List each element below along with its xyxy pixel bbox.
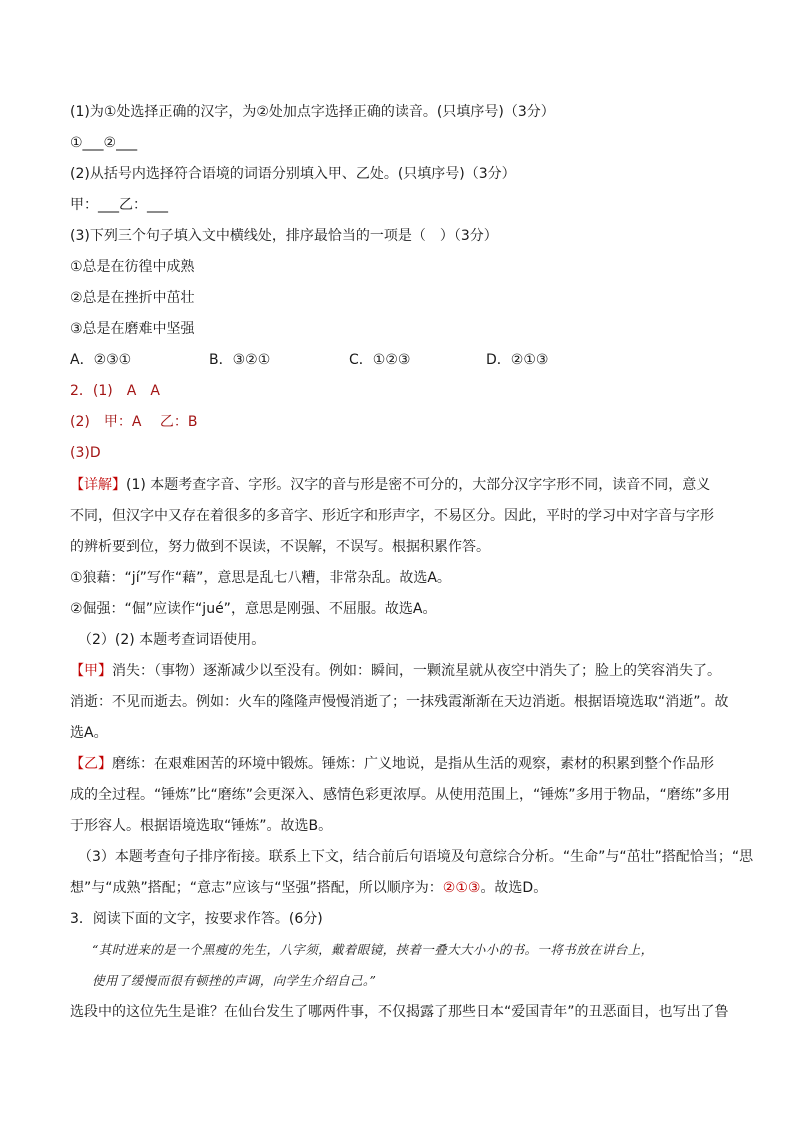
yi-tag: 【乙】 — [70, 756, 112, 772]
q2-instruction: (2)从括号内选择符合语境的词语分别填入甲、乙处。(只填序号)（3分） — [70, 166, 516, 182]
option-b: B．③②① — [209, 352, 271, 368]
explanation-item-1: ①狼藉：“jí”写作“藉”，意思是乱七八糟，非常杂乱。故选A。 — [70, 570, 451, 586]
sentence-1: ①总是在彷徨中成熟 — [70, 259, 195, 275]
explanation-part-2: （2）(2) 本题考查词语使用。 — [78, 632, 266, 648]
yi-line-1 — [70, 754, 714, 774]
quote-line-1: “其时进来的是一个黑瘦的先生，八字须，戴着眼镜，挟着一叠大大小小的书。一将书放在讲台上， — [92, 942, 654, 957]
part-3-tail: 。故选D。 — [480, 880, 548, 896]
yi-text: 磨练：在艰难困苦的环境中锻炼。锤炼：广义地说，是指从生活的观察，素材的积累到整个作品形 — [112, 756, 714, 772]
option-c: C．①②③ — [349, 352, 411, 368]
explanation-item-2: ②倔强：“倔”应读作“jué”，意思是刚强、不屈服。故选A。 — [70, 601, 437, 617]
question-3-heading: 3．阅读下面的文字，按要求作答。(6分) — [70, 911, 323, 927]
jia-text: 消失：（事物）逐渐减少以至没有。例如：瞬间，一颗流星就从夜空中消失了；脸上的笑容消失了。 — [112, 663, 721, 679]
sentence-3: ③总是在磨难中坚强 — [70, 321, 195, 337]
explanation-part-3-line-2 — [70, 878, 547, 898]
explanation-line-2: 不同，但汉字中又存在着很多的多音字、形近字和形声字，不易区分。因此，平时的学习中对字音与字形 — [70, 508, 714, 524]
jia-tag: 【甲】 — [70, 663, 112, 679]
answer-2: (2) 甲：A 乙：B — [70, 414, 198, 430]
yi-line-3: 于形容人。根据语境选取“锤炼”。故选B。 — [70, 818, 333, 834]
jia-line-3: 选A。 — [70, 725, 108, 741]
jia-line-1 — [70, 661, 721, 681]
q1-instruction: (1)为①处选择正确的汉字，为②处加点字选择正确的读音。(只填序号)（3分） — [70, 104, 555, 120]
option-a: A．②③① — [70, 352, 132, 368]
q1-blanks: ①___②___ — [70, 135, 138, 151]
question-3-prompt: 选段中的这位先生是谁？在仙台发生了哪两件事，不仅揭露了那些日本“爱国青年”的丑恶面目，也写出了鲁 — [70, 1004, 729, 1020]
q3-instruction: (3)下列三个句子填入文中横线处，排序最恰当的一项是（ ）（3分） — [70, 228, 498, 244]
q2-blanks: 甲：___乙：___ — [70, 197, 168, 213]
answer-3: (3)D — [70, 445, 101, 461]
explanation-text: (1) 本题考查字音、字形。汉字的音与形是密不可分的，大部分汉字字形不同，读音不同，意义 — [126, 477, 711, 493]
answer-1: 2．(1) A A — [70, 383, 160, 399]
quote-line-2: 使用了缓慢而很有顿挫的声调，向学生介绍自己。” — [92, 973, 377, 988]
yi-line-2: 成的全过程。“锤炼”比“磨练”会更深入、感情色彩更浓厚。从使用范围上，“锤炼”多用于物品，“磨练”多用 — [70, 787, 731, 803]
part-3-order: ②①③ — [442, 880, 481, 896]
explanation-line-1 — [70, 475, 710, 495]
part-3-text: 想”与“成熟”搭配；“意志”应该与“坚强”搭配，所以顺序为： — [70, 880, 443, 896]
explanation-tag: 【详解】 — [70, 477, 126, 493]
jia-line-2: 消逝：不见而逝去。例如：火车的隆隆声慢慢消逝了；一抹残霞渐渐在天边消逝。根据语境选取“消逝”。故 — [70, 694, 729, 710]
sentence-2: ②总是在挫折中茁壮 — [70, 290, 195, 306]
explanation-part-3-line-1: （3）本题考查句子排序衔接。联系上下文，结合前后句语境及句意综合分析。“生命”与“茁壮”搭配恰当；“思 — [78, 849, 754, 865]
option-d: D．②①③ — [486, 352, 549, 368]
explanation-line-3: 的辨析要到位，努力做到不误读，不误解，不误写。根据积累作答。 — [70, 539, 490, 555]
